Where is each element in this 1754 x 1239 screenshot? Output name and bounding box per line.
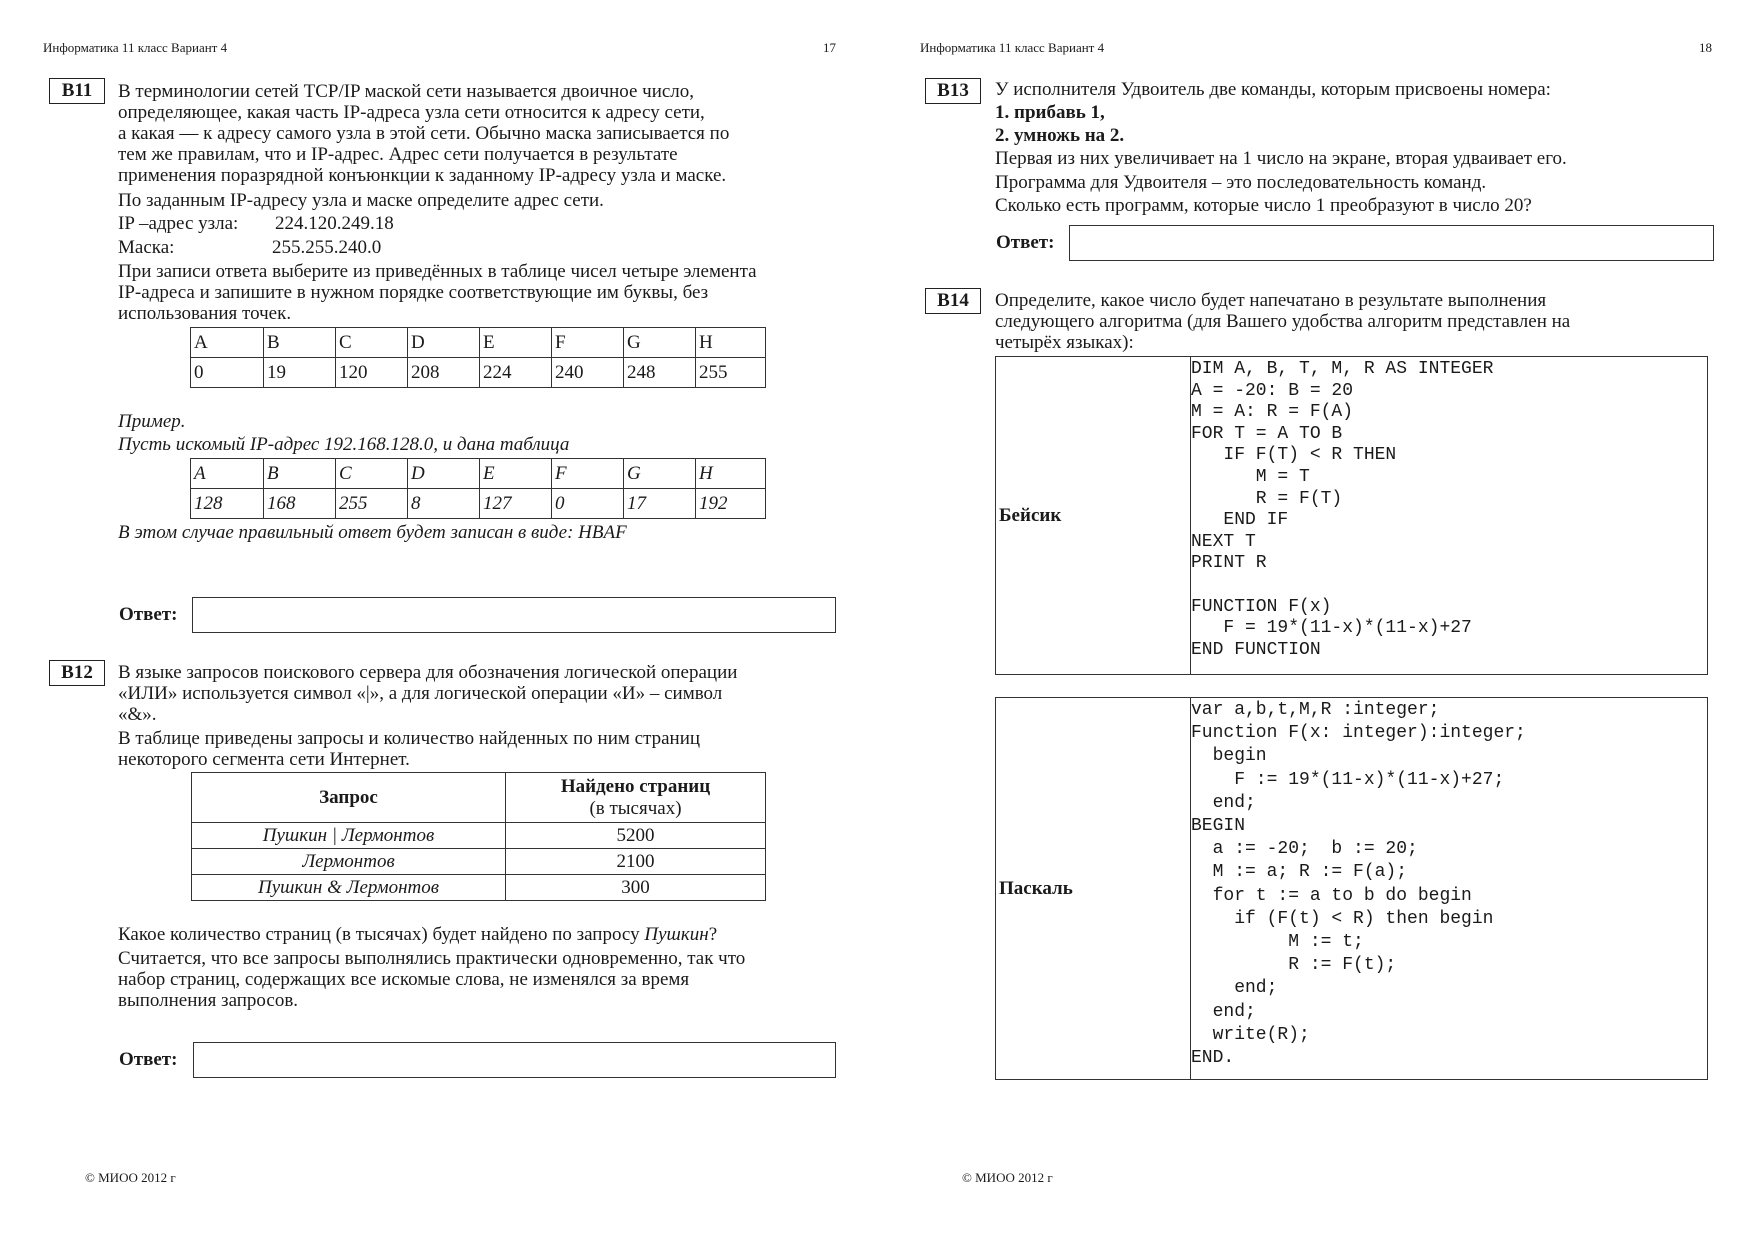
page-header-title: Информатика 11 класс Вариант 4 [920, 40, 1105, 55]
table-cell: 255 [696, 358, 766, 388]
table-row [191, 489, 766, 519]
table-cell: A [191, 328, 264, 358]
b12-intro-line: «&». [118, 704, 157, 725]
table-row [192, 823, 766, 849]
pascal-algorithm-table [995, 697, 1708, 1080]
table-cell: D [408, 328, 480, 358]
column-header-found-title: Найдено страниц [560, 775, 711, 797]
right-page [877, 0, 1754, 1239]
b11-example-title: Пример. [118, 411, 186, 432]
table-cell: 120 [336, 358, 408, 388]
page-number: 17 [823, 40, 836, 55]
table-cell: E [480, 328, 552, 358]
table-cell: B [264, 459, 336, 489]
basic-code: DIM A, B, T, M, R AS INTEGER A = -20: B = 20 M = A: R = F(A) FOR T = A TO B IF F(T) < R THEN M = T R = F(T) END IF NEXT T PRINT R FUNCTION F(x) F = 19*(11-x)*(11-x)+27 END FUNCTION [1191, 359, 1494, 660]
table-cell: 19 [264, 358, 336, 388]
b12-question-prefix: Какое количество страниц (в тысячах) будет найдено по запросу [118, 924, 645, 945]
b12-answer-input[interactable] [193, 1042, 836, 1078]
b11-intro-line: определяющее, какая часть IP-адреса узла сети относится к адресу сети, [118, 102, 705, 123]
b12-table-intro-line: В таблице приведены запросы и количество найденных по ним страниц [118, 728, 701, 749]
b12-query-table [191, 772, 766, 901]
table-header-row [192, 773, 766, 823]
column-header-query: Запрос [192, 773, 506, 823]
b11-instruction-line: использования точек. [118, 303, 292, 324]
table-cell: 300 [506, 875, 766, 901]
b12-note-line: набор страниц, содержащих все искомые слова, не изменялся за время [118, 969, 690, 990]
table-cell: A [191, 459, 264, 489]
table-cell: H [696, 459, 766, 489]
table-cell: 224 [480, 358, 552, 388]
b13-answer-input[interactable] [1069, 225, 1714, 261]
table-cell: 192 [696, 489, 766, 519]
table-cell: H [696, 328, 766, 358]
table-cell: Лермонтов [192, 849, 506, 875]
table-cell: 208 [408, 358, 480, 388]
table-cell: Пушкин | Лермонтов [192, 823, 506, 849]
b14-intro-line: следующего алгоритма (для Вашего удобства алгоритм представлен на [995, 311, 1571, 332]
table-cell: 248 [624, 358, 696, 388]
b12-note-line: выполнения запросов. [118, 990, 299, 1011]
b11-mask-label: Маска: [118, 237, 175, 258]
b12-note-line: Считается, что все запросы выполнялись практически одновременно, так что [118, 948, 746, 969]
b13-question: Сколько есть программ, которые число 1 преобразуют в число 20? [995, 195, 1532, 216]
table-cell: 127 [480, 489, 552, 519]
column-header-found-sub: (в тысячах) [589, 797, 682, 819]
column-header-found [506, 773, 766, 823]
task-label-b11: B11 [49, 78, 105, 104]
table-cell: 8 [408, 489, 480, 519]
b12-intro-line: В языке запросов поискового сервера для обозначения логической операции [118, 662, 738, 683]
table-cell: E [480, 459, 552, 489]
table-cell: D [408, 459, 480, 489]
table-row [192, 875, 766, 901]
page-number: 18 [1699, 40, 1712, 55]
table-row [191, 358, 766, 388]
task-label-b14: B14 [925, 288, 981, 314]
b11-ip-table [190, 327, 766, 388]
table-cell: 255 [336, 489, 408, 519]
table-row [192, 849, 766, 875]
b11-intro-line: а какая — к адресу самого узла в этой сети. Обычно маска записывается по [118, 123, 730, 144]
b12-answer-label: Ответ: [119, 1049, 178, 1070]
b14-intro-line: четырёх языках): [995, 332, 1134, 353]
table-cell: G [624, 328, 696, 358]
table-cell: 128 [191, 489, 264, 519]
table-cell: 2100 [506, 849, 766, 875]
page-header-title: Информатика 11 класс Вариант 4 [43, 40, 228, 55]
b11-task: По заданным IP-адресу узла и маске определите адрес сети. [118, 190, 604, 211]
table-cell: B [264, 328, 336, 358]
table-cell: C [336, 328, 408, 358]
pascal-code: var a,b,t,M,R :integer; Function F(x: integer):integer; begin F := 19*(11-x)*(11-x)+27; end; BEGIN a := -20; b := 20; M := a; R := F(a); for t := a to b do begin if (F(t) < R) then begin M := t; R := F(t); end; end; write(R); END. [1191, 700, 1526, 1069]
b11-example-desc: Пусть искомый IP-адрес 192.168.128.0, и дана таблица [118, 434, 570, 455]
table-cell: 168 [264, 489, 336, 519]
b11-example-answer: В этом случае правильный ответ будет записан в виде: HBAF [118, 522, 627, 543]
basic-algorithm-table [995, 356, 1708, 675]
b11-intro-line: применения поразрядной конъюнкции к заданному IP-адресу узла и маске. [118, 165, 727, 186]
b12-table-intro-line: некоторого сегмента сети Интернет. [118, 749, 410, 770]
table-cell: 17 [624, 489, 696, 519]
b11-ip-label: IP –адрес узла: [118, 213, 239, 234]
b14-intro-line: Определите, какое число будет напечатано в результате выполнения [995, 290, 1547, 311]
table-cell: F [552, 459, 624, 489]
b11-intro-line: тем же правилам, что и IP-адрес. Адрес сети получается в результате [118, 144, 678, 165]
b12-question-suffix: ? [708, 924, 718, 945]
b13-desc: Программа для Удвоителя – это последовательность команд. [995, 172, 1487, 193]
table-cell: C [336, 459, 408, 489]
table-row [191, 328, 766, 358]
table-cell: F [552, 328, 624, 358]
b11-answer-label: Ответ: [119, 604, 178, 625]
language-label-pascal: Паскаль [996, 698, 1191, 1079]
page-footer: © МИОО 2012 г [962, 1170, 1053, 1185]
b12-question-query: Пушкин [644, 924, 709, 945]
table-cell: 5200 [506, 823, 766, 849]
b13-command-2: 2. умножь на 2. [995, 125, 1125, 146]
b11-answer-input[interactable] [192, 597, 836, 633]
b13-command-1: 1. прибавь 1, [995, 102, 1105, 123]
b11-example-table [190, 458, 766, 519]
b11-instruction-line: При записи ответа выберите из приведённых в таблице чисел четыре элемента [118, 261, 757, 282]
b13-answer-label: Ответ: [996, 232, 1055, 253]
b11-mask-value: 255.255.240.0 [272, 237, 382, 258]
task-label-b13: B13 [925, 78, 981, 104]
b11-ip-value: 224.120.249.18 [275, 213, 394, 234]
b12-intro-line: «ИЛИ» используется символ «|», а для логической операции «И» – символ [118, 683, 723, 704]
table-cell: 0 [552, 489, 624, 519]
table-cell: 240 [552, 358, 624, 388]
b12-question [118, 924, 717, 945]
task-label-b12: B12 [49, 660, 105, 686]
b13-intro: У исполнителя Удвоитель две команды, которым присвоены номера: [995, 79, 1551, 100]
b11-instruction-line: IP-адреса и запишите в нужном порядке соответствующие им буквы, без [118, 282, 709, 303]
table-cell: G [624, 459, 696, 489]
language-label-basic: Бейсик [996, 357, 1191, 674]
table-cell: 0 [191, 358, 264, 388]
page-footer: © МИОО 2012 г [85, 1170, 176, 1185]
table-cell: Пушкин & Лермонтов [192, 875, 506, 901]
b13-desc: Первая из них увеличивает на 1 число на экране, вторая удваивает его. [995, 148, 1567, 169]
table-row [191, 459, 766, 489]
b11-intro-line: В терминологии сетей TCP/IP маской сети называется двоичное число, [118, 81, 695, 102]
